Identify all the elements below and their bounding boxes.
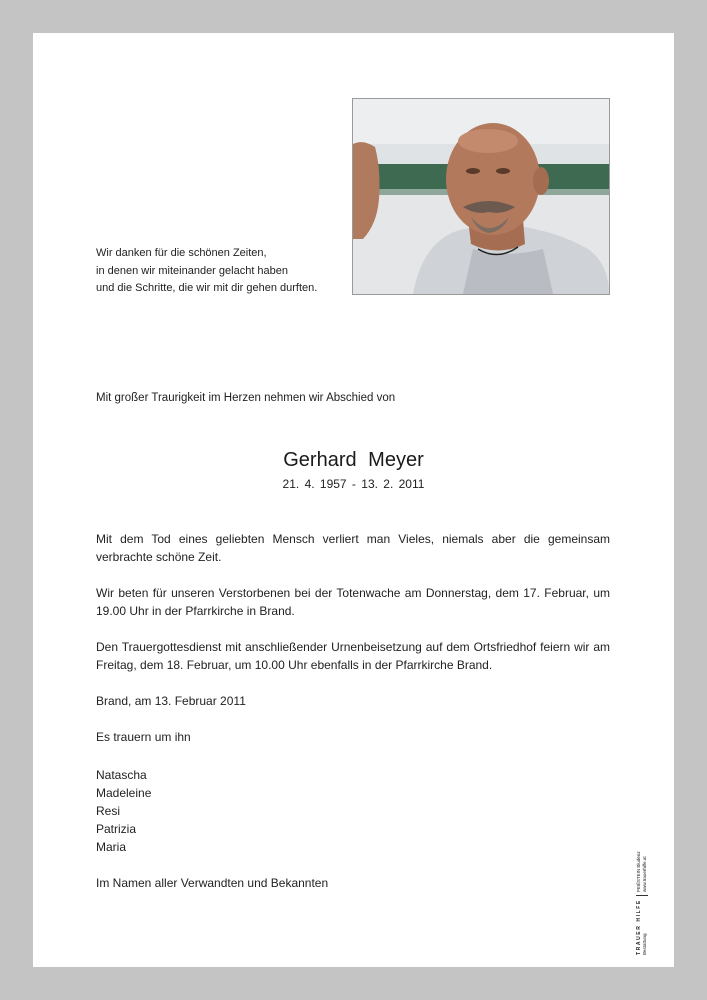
logo-sub: Bestattung xyxy=(642,933,647,955)
paragraph: Den Trauergottesdienst mit anschließender Urnenbeisetzung auf dem Ortsfriedhof feiern wir am Freitag, dem 18. Februar, um 10.00 Uhr ebenfalls in der Pfarrkirche Brand. xyxy=(96,640,610,672)
paragraph: Mit dem Tod eines geliebten Mensch verliert man Vieles, niemals aber die gemeinsam verbrachte schöne Zeit. xyxy=(96,532,610,564)
portrait-image xyxy=(353,99,609,294)
quote-line: in denen wir miteinander gelacht haben xyxy=(96,264,289,277)
logo-address: PEIßSTEIN Bludenz xyxy=(636,851,641,893)
portrait-photo xyxy=(352,98,610,295)
closing-line: Im Namen aller Verwandten und Bekannten xyxy=(96,876,329,890)
mourner-name: Maria xyxy=(96,840,127,854)
mourner-name: Resi xyxy=(96,804,121,818)
deceased-name: Gerhard Meyer xyxy=(283,449,424,471)
life-dates: 21. 4. 1957 - 13. 2. 2011 xyxy=(282,477,425,491)
mourner-name: Natascha xyxy=(96,768,147,782)
mourner-name: Madeleine xyxy=(96,786,152,800)
memorial-quote xyxy=(96,245,317,298)
mourn-line: Es trauern um ihn xyxy=(96,730,191,744)
obituary-body xyxy=(96,530,610,674)
paragraph: Wir beten für unseren Verstorbenen bei der Totenwache am Donnerstag, dem 17. Februar, um 19.00 Uhr in der Pfarrkirche in Brand. xyxy=(96,586,610,618)
quote-line: und die Schritte, die wir mit dir gehen durften. xyxy=(96,282,318,294)
logo-web: www.trauerhilfe.at xyxy=(642,856,647,893)
mourners-list xyxy=(96,766,151,856)
funeral-home-logo xyxy=(636,851,666,955)
quote-line: Wir danken für die schönen Zeiten, xyxy=(96,247,267,259)
intro-line: Mit großer Traurigkeit im Herzen nehmen wir Abschied von xyxy=(96,392,396,404)
place-and-date: Brand, am 13. Februar 2011 xyxy=(96,694,246,708)
logo-mark: TRAUER HILFE xyxy=(636,899,642,955)
mourner-name: Patrizia xyxy=(96,822,137,836)
